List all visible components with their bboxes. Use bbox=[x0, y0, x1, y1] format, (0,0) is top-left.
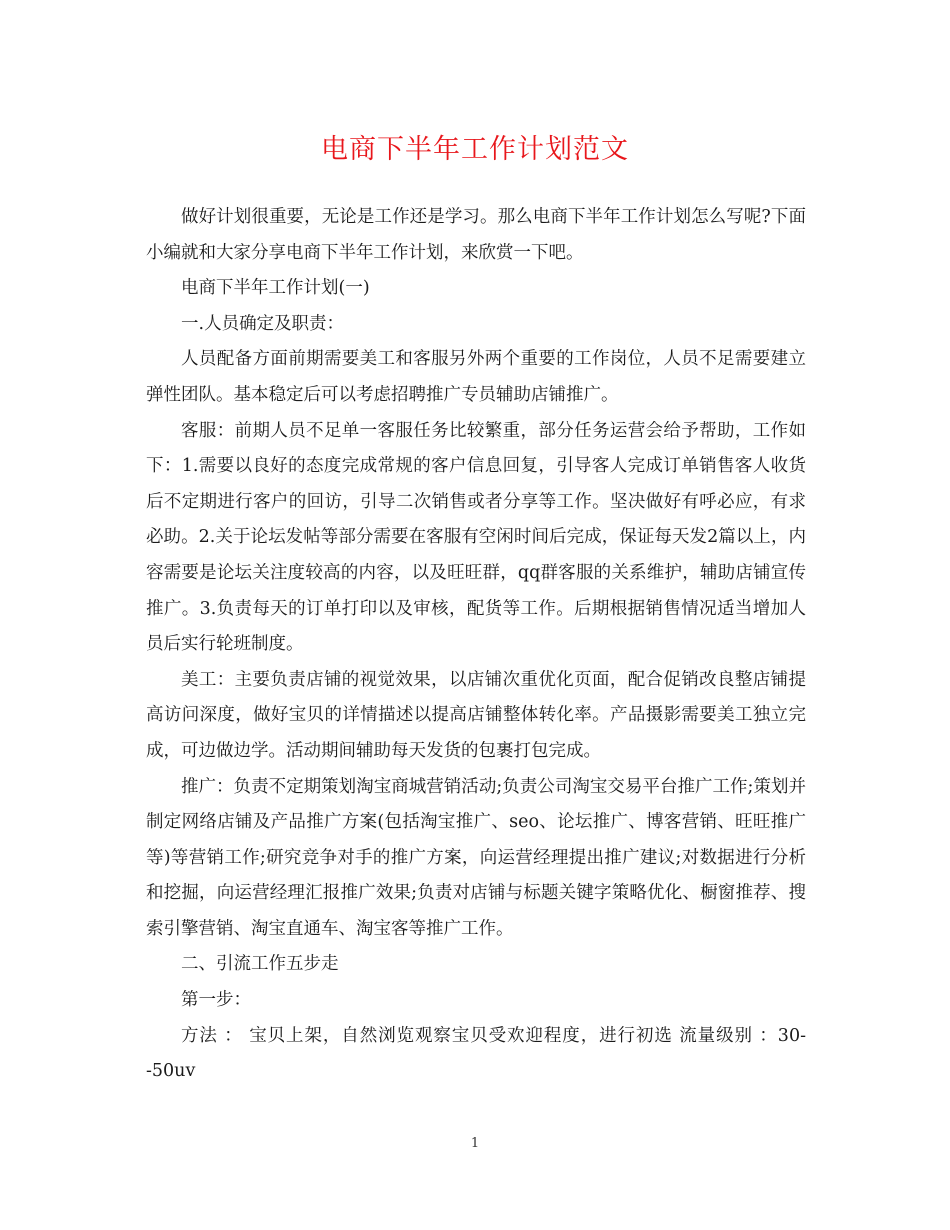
subheading-staffing: 一.人员确定及职责： bbox=[181, 313, 345, 334]
document-title: 电商下半年工作计划范文 bbox=[321, 134, 629, 165]
document-body bbox=[146, 200, 806, 1090]
page-number: 1 bbox=[470, 1136, 480, 1151]
paragraph-designer: 美工：主要负责店铺的视觉效果，以店铺次重优化页面，配合促销改良整店铺提高访问深度，做好宝贝的详情描述以提高店铺整体转化率。产品摄影需要美工独立完成，可边做边学。活动期间辅助每天发货的包裹打包完成。 bbox=[146, 669, 806, 761]
paragraph-customer-service: 客服：前期人员不足单一客服任务比较繁重，部分任务运营会给予帮助，工作如下：1.需要以良好的态度完成常规的客户信息回复，引导客人完成订单销售客人收货后不定期进行客户的回访，引导二次销售或者分享等工作。坚决做好有呼必应，有求必助。2.关于论坛发帖等部分需要在客服有空闲时间后完成，保证每天发2篇以上，内容需要是论坛关注度较高的内容，以及旺旺群，qq群客服的关系维护，辅助店铺宣传推广。3.负责每天的订单打印以及审核，配货等工作。后期根据销售情况适当增加人员后实行轮班制度。 bbox=[146, 420, 806, 655]
paragraph-step-one-method: 方法 ： 宝贝上架，自然浏览观察宝贝受欢迎程度，进行初选 流量级别 ：30--50uv bbox=[146, 1025, 806, 1082]
paragraph-staffing: 人员配备方面前期需要美工和客服另外两个重要的工作岗位，人员不足需要建立弹性团队。基本稳定后可以考虑招聘推广专员辅助店铺推广。 bbox=[146, 349, 806, 405]
subheading-traffic-steps: 二、引流工作五步走 bbox=[181, 954, 339, 975]
paragraph-promotion: 推广：负责不定期策划淘宝商城营销活动;负责公司淘宝交易平台推广工作;策划并制定网络店铺及产品推广方案(包括淘宝推广、seo、论坛推广、博客营销、旺旺推广等)等营销工作;研究竞争对手的推广方案，向运营经理提出推广建议;对数据进行分析和挖掘，向运营经理汇报推广效果;负责对店铺与标题关键字策略优化、橱窗推荐、搜索引擎营销、淘宝直通车、淘宝客等推广工作。 bbox=[146, 776, 806, 939]
section-heading-plan-one: 电商下半年工作计划(一) bbox=[181, 278, 370, 299]
intro-paragraph: 做好计划很重要，无论是工作还是学习。那么电商下半年工作计划怎么写呢?下面小编就和大家分享电商下半年工作计划，来欣赏一下吧。 bbox=[146, 207, 806, 263]
subheading-step-one: 第一步： bbox=[181, 990, 251, 1011]
